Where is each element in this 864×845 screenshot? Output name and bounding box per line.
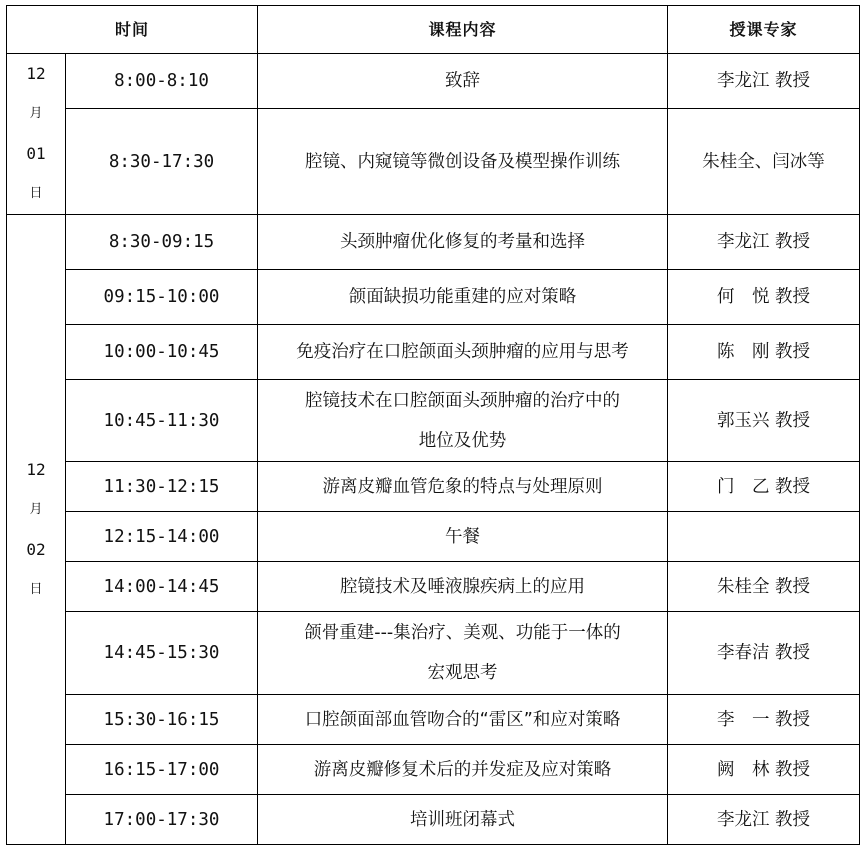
content-cell: 游离皮瓣修复术后的并发症及应对策略	[258, 745, 668, 795]
time-cell: 15:30-16:15	[66, 695, 258, 745]
time-cell: 10:45-11:30	[66, 380, 258, 462]
time-cell: 09:15-10:00	[66, 270, 258, 325]
expert-cell	[668, 512, 860, 562]
date-month-char: 月	[29, 106, 43, 121]
date-month-num: 12	[26, 64, 46, 83]
schedule-table	[6, 5, 860, 845]
header-content: 课程内容	[258, 6, 668, 54]
content-cell: 头颈肿瘤优化修复的考量和选择	[258, 215, 668, 270]
expert-cell: 李 一 教授	[668, 695, 860, 745]
content-cell: 腔镜、内窥镜等微创设备及模型操作训练	[258, 109, 668, 215]
time-cell: 14:45-15:30	[66, 612, 258, 695]
content-cell	[258, 612, 668, 695]
date-month-num: 12	[26, 459, 46, 479]
table-row	[7, 512, 860, 562]
expert-cell: 李春洁 教授	[668, 612, 860, 695]
date-month-char: 月	[29, 501, 43, 517]
table-row	[7, 695, 860, 745]
date-cell-day2	[7, 215, 66, 845]
content-cell	[258, 380, 668, 462]
expert-cell: 阙 林 教授	[668, 745, 860, 795]
header-row	[7, 6, 860, 54]
content-cell: 培训班闭幕式	[258, 795, 668, 845]
header-expert: 授课专家	[668, 6, 860, 54]
date-cell-day1	[7, 54, 66, 215]
time-cell: 8:30-17:30	[66, 109, 258, 215]
time-cell: 14:00-14:45	[66, 562, 258, 612]
date-day-num: 01	[26, 144, 46, 163]
expert-cell: 李龙江 教授	[668, 215, 860, 270]
date-day-char: 日	[29, 581, 43, 597]
content-line: 地位及优势	[418, 430, 507, 451]
expert-cell: 朱桂全 教授	[668, 562, 860, 612]
table-row	[7, 380, 860, 462]
table-row	[7, 795, 860, 845]
content-cell: 口腔颌面部血管吻合的“雷区”和应对策略	[258, 695, 668, 745]
content-cell: 腔镜技术及唾液腺疾病上的应用	[258, 562, 668, 612]
expert-cell: 李龙江 教授	[668, 795, 860, 845]
date-day-num: 02	[26, 539, 46, 559]
time-cell: 12:15-14:00	[66, 512, 258, 562]
content-cell: 游离皮瓣血管危象的特点与处理原则	[258, 462, 668, 512]
expert-cell: 门 乙 教授	[668, 462, 860, 512]
expert-cell: 李龙江 教授	[668, 54, 860, 109]
table-row	[7, 109, 860, 215]
time-cell: 17:00-17:30	[66, 795, 258, 845]
expert-cell: 朱桂全、闫冰等	[668, 109, 860, 215]
table-row	[7, 54, 860, 109]
content-cell: 致辞	[258, 54, 668, 109]
time-cell: 8:00-8:10	[66, 54, 258, 109]
time-cell: 11:30-12:15	[66, 462, 258, 512]
expert-cell: 何 悦 教授	[668, 270, 860, 325]
content-line: 腔镜技术在口腔颌面头颈肿瘤的治疗中的	[305, 390, 621, 411]
table-row	[7, 325, 860, 380]
table-row	[7, 562, 860, 612]
content-line: 宏观思考	[427, 663, 498, 683]
content-cell: 免疫治疗在口腔颌面头颈肿瘤的应用与思考	[258, 325, 668, 380]
table-row	[7, 612, 860, 695]
time-cell: 8:30-09:15	[66, 215, 258, 270]
time-cell: 10:00-10:45	[66, 325, 258, 380]
expert-cell: 陈 刚 教授	[668, 325, 860, 380]
table-row	[7, 215, 860, 270]
expert-cell: 郭玉兴 教授	[668, 380, 860, 462]
content-cell: 颌面缺损功能重建的应对策略	[258, 270, 668, 325]
time-cell: 16:15-17:00	[66, 745, 258, 795]
content-line: 颌骨重建---集治疗、美观、功能于一体的	[304, 623, 621, 643]
content-cell: 午餐	[258, 512, 668, 562]
table-row	[7, 462, 860, 512]
date-day-char: 日	[29, 186, 43, 201]
header-time: 时间	[7, 6, 258, 54]
table-row	[7, 270, 860, 325]
table-row	[7, 745, 860, 795]
